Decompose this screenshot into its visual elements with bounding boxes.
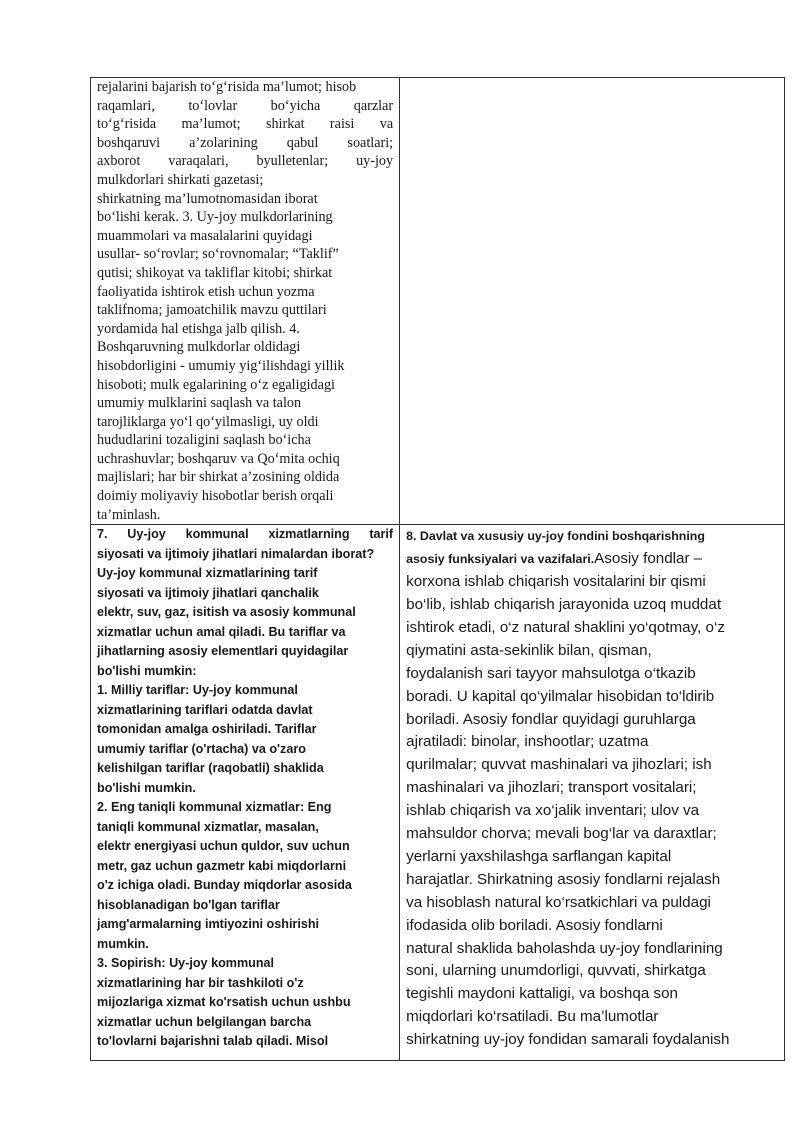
text-line: rejalarini bajarish to‘g‘risida ma’lumot; hisob bbox=[97, 79, 357, 95]
text-line: to‘g‘risida ma’lumot; shirkat raisi va bbox=[97, 116, 394, 133]
text-line: hisoboti; mulk egalarining o‘z egaligidagi bbox=[97, 376, 335, 393]
text-line: hisobdorligini - umumiy yig‘ilishdagi yillik bbox=[97, 357, 345, 374]
text-line: faoliyatida ishtirok etish uchun yozma bbox=[97, 283, 315, 300]
text-line: boradi. U kapital qo‘yilmalar hisobidan to‘ldirib bbox=[406, 687, 715, 705]
text-line: ishtirok etadi, o‘z natural shaklini yo‘qotmay, o‘z bbox=[406, 618, 725, 636]
text-line: hududlarini tozaligini saqlash bo‘icha bbox=[97, 432, 311, 449]
text-line: siyosati va ijtimoiy jihatlari qanchalik bbox=[97, 585, 319, 600]
text-line: xizmatlar uchun belgilangan barcha bbox=[97, 1014, 312, 1029]
text-line: majlislari; har bir shirkat a’zosining oldida bbox=[97, 469, 340, 486]
text-line: soni, ularning unumdorligi, quvvati, shirkatga bbox=[406, 962, 706, 980]
text-line: bo'lishi mumkin. bbox=[97, 780, 196, 795]
text-line: siyosati va ijtimoiy jihatlari nimalardan iborat? bbox=[97, 546, 375, 561]
text-line: shirkatning ma’lumotnomasidan iborat bbox=[97, 190, 318, 207]
text-line: mahsuldor chorva; mevali bog‘lar va daraxtlar; bbox=[406, 825, 717, 843]
text-line: 7. Uy-joy kommunal xizmatlarning tarif bbox=[97, 527, 394, 542]
text-line: muammolari va masalalarini quyidagi bbox=[97, 227, 313, 244]
text-line: korxona ishlab chiqarish vositalarini bir qismi bbox=[406, 573, 706, 591]
text-line: mulkdorlari shirkati gazetasi; bbox=[97, 171, 264, 188]
text-line: Uy-joy kommunal xizmatlarining tarif bbox=[97, 566, 318, 581]
text-line: tomonidan amalga oshiriladi. Tariflar bbox=[97, 722, 317, 737]
question-7-heading bbox=[97, 525, 393, 564]
text-line: ajratiladi: binolar, inshootlar; uzatma bbox=[406, 733, 649, 751]
text-line: ta’minlash. bbox=[97, 506, 161, 523]
text-line: bo‘lishi kerak. 3. Uy-joy mulkdorlarining bbox=[97, 209, 333, 226]
text-line: qurilmalar; quvvat mashinalari va jihozlari; ish bbox=[406, 756, 712, 774]
text-line: shirkatning uy-joy fondidan samarali foydalanish bbox=[406, 1031, 730, 1049]
text-line: bo‘lib, ishlab chiqarish jarayonida uzoq muddat bbox=[406, 595, 722, 613]
cell-left-row2 bbox=[91, 525, 400, 1061]
text-line: xizmatlarining tariflari odatda davlat bbox=[97, 702, 313, 717]
text-line: mashinalari va jihozlari; transport vositalari; bbox=[406, 779, 697, 797]
text-line: foydalanish sari tayyor mahsulotga o‘tkazib bbox=[406, 664, 696, 682]
text-line: xizmatlarining har bir tashkiloti o'z bbox=[97, 975, 304, 990]
text-line: mumkin. bbox=[97, 936, 149, 951]
document-table bbox=[90, 77, 785, 1061]
text-line: xizmatlar uchun amal qiladi. Bu tariflar va bbox=[97, 624, 346, 639]
text-line: tegishli maydoni kattaligi, va boshqa son bbox=[406, 985, 678, 1003]
table-row bbox=[91, 525, 785, 1061]
text-line: elektr energiyasi uchun quldor, suv uchun bbox=[97, 839, 350, 854]
question-8-block bbox=[406, 525, 778, 1052]
text-line: jihatlarning asosiy elementlari quyidagilar bbox=[97, 644, 349, 659]
text-line: metr, gaz uchun gazmetr kabi miqdorlarni bbox=[97, 858, 347, 873]
answer-7-body bbox=[97, 564, 393, 1052]
text-line: ifodasida olib boriladi. Asosiy fondlarni bbox=[406, 916, 663, 934]
text-line: kelishilgan tariflar (raqobatli) shaklida bbox=[97, 761, 324, 776]
text-line: bo'lishi mumkin: bbox=[97, 663, 197, 678]
text-line: qutisi; shikoyat va takliflar kitobi; shirkat bbox=[97, 264, 333, 281]
text-line: tarojliklarga yo‘l qo‘yilmasligi, uy oldi bbox=[97, 413, 319, 430]
text-line: va hisoblash natural ko‘rsatkichlari va puldagi bbox=[406, 893, 711, 911]
text-line: yerlarni yaxshilashga sarflangan kapital bbox=[406, 847, 672, 865]
text-line: umumiy mulklarini saqlash va talon bbox=[97, 395, 302, 412]
question-8-heading-line: 8. Davlat va xususiy uy-joy fondini boshqarishning bbox=[406, 529, 705, 544]
text-line: usullar- so‘rovlar; so‘rovnomalar; “Taklif” bbox=[97, 246, 339, 263]
text-line: hisoblanadigan bo'lgan tariflar bbox=[97, 897, 280, 912]
text-line: raqamlari, to‘lovlar bo‘yicha qarzlar bbox=[97, 97, 394, 114]
text-line: taniqli kommunal xizmatlar, masalan, bbox=[97, 819, 319, 834]
text-line: mijozlariga xizmat ko'rsatish uchun ushbu bbox=[97, 995, 351, 1010]
text-line: elektr, suv, gaz, isitish va asosiy kommunal bbox=[97, 605, 356, 620]
text-line: natural shaklida baholashda uy-joy fondlarining bbox=[406, 939, 723, 957]
text-line: 1. Milliy tariflar: Uy-joy kommunal bbox=[97, 683, 298, 698]
paragraph-reporting bbox=[97, 78, 393, 524]
question-8-heading-line: asosiy funksiyalari va vazifalari.Asosiy fondlar – bbox=[406, 550, 703, 568]
text-line: o'z ichiga oladi. Bunday miqdorlar asosida bbox=[97, 878, 352, 893]
text-line: umumiy tariflar (o'rtacha) va o'zaro bbox=[97, 741, 306, 756]
text-line: 2. Eng taniqli kommunal xizmatlar: Eng bbox=[97, 800, 332, 815]
text-line: boshqaruvi a’zolarining qabul soatlari; bbox=[97, 134, 394, 151]
text-line: axborot varaqalari, byulletenlar; uy-joy bbox=[97, 153, 394, 170]
cell-left-row1 bbox=[91, 78, 400, 525]
text-line: yordamida hal etishga jalb qilish. 4. bbox=[97, 320, 300, 337]
answer-8-body bbox=[406, 571, 778, 1052]
text-line: boriladi. Asosiy fondlar quyidagi guruhlarga bbox=[406, 710, 696, 728]
text-line: to'lovlarni bajarishni talab qiladi. Misol bbox=[97, 1034, 329, 1049]
text-line: taklifnoma; jamoatchilik mavzu quttilari bbox=[97, 302, 327, 319]
text-line: doimiy moliyaviy hisobotlar berish orqali bbox=[97, 488, 334, 505]
text-line: Boshqaruvning mulkdorlar oldidagi bbox=[97, 339, 301, 356]
text-line: jamg'armalarning imtiyozini oshirishi bbox=[97, 917, 320, 932]
text-line: miqdorlari ko‘rsatiladi. Bu ma’lumotlar bbox=[406, 1008, 659, 1026]
cell-right-row1 bbox=[400, 78, 785, 525]
text-line: ishlab chiqarish va xo‘jalik inventari; ulov va bbox=[406, 802, 700, 820]
table-row bbox=[91, 78, 785, 525]
text-line: qiymatini asta-sekinlik bilan, qisman, bbox=[406, 641, 652, 659]
text-line: 3. Sopirish: Uy-joy kommunal bbox=[97, 956, 275, 971]
text-line: uchrashuvlar; boshqaruv va Qo‘mita ochiq bbox=[97, 450, 340, 467]
text-line: harajatlar. Shirkatning asosiy fondlarni rejalash bbox=[406, 870, 721, 888]
cell-right-row2 bbox=[400, 525, 785, 1061]
